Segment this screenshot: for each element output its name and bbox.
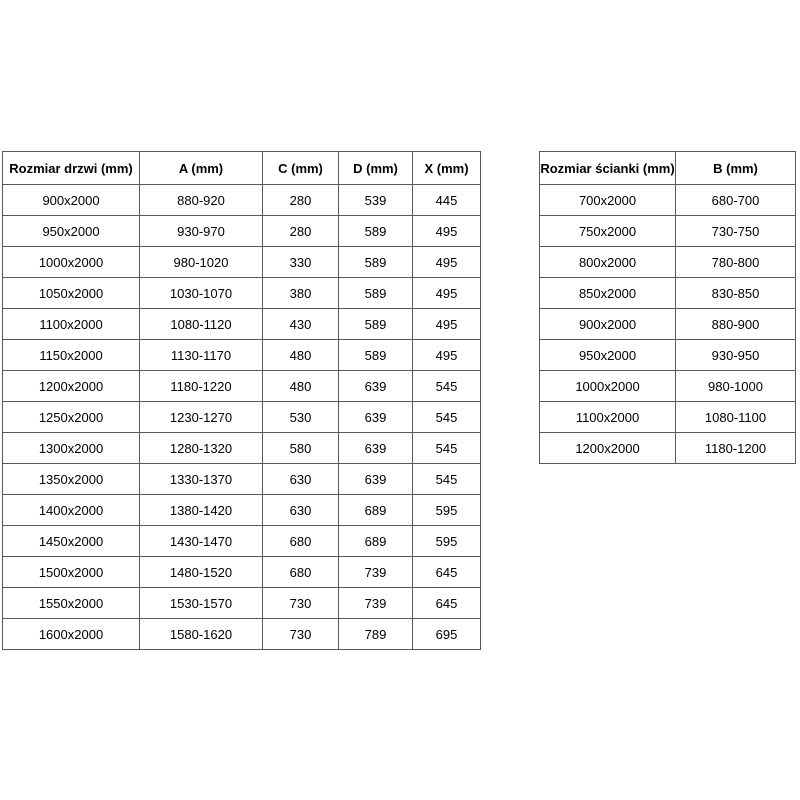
table-row bbox=[3, 371, 481, 402]
table-cell: 980-1000 bbox=[676, 371, 796, 402]
table-row bbox=[3, 247, 481, 278]
table-cell: 850x2000 bbox=[540, 278, 676, 309]
table-row bbox=[3, 309, 481, 340]
table-cell: 700x2000 bbox=[540, 185, 676, 216]
table-cell: 530 bbox=[263, 402, 339, 433]
column-header: C (mm) bbox=[263, 152, 339, 185]
table-cell: 539 bbox=[339, 185, 413, 216]
table-cell: 730-750 bbox=[676, 216, 796, 247]
wall-table-body bbox=[540, 185, 796, 464]
table-row bbox=[540, 278, 796, 309]
table-cell: 480 bbox=[263, 371, 339, 402]
table-cell: 595 bbox=[413, 495, 481, 526]
table-cell: 630 bbox=[263, 464, 339, 495]
wall-table-header bbox=[540, 152, 796, 185]
table-row bbox=[540, 433, 796, 464]
table-cell: 1330-1370 bbox=[140, 464, 263, 495]
table-cell: 645 bbox=[413, 557, 481, 588]
table-cell: 630 bbox=[263, 495, 339, 526]
table-cell: 980-1020 bbox=[140, 247, 263, 278]
table-cell: 739 bbox=[339, 557, 413, 588]
table-row bbox=[540, 340, 796, 371]
table-cell: 1230-1270 bbox=[140, 402, 263, 433]
table-row bbox=[3, 216, 481, 247]
table-cell: 545 bbox=[413, 402, 481, 433]
table-cell: 1280-1320 bbox=[140, 433, 263, 464]
door-table-body bbox=[3, 185, 481, 650]
table-cell: 1080-1100 bbox=[676, 402, 796, 433]
column-header: B (mm) bbox=[676, 152, 796, 185]
table-cell: 495 bbox=[413, 340, 481, 371]
table-cell: 680 bbox=[263, 557, 339, 588]
table-cell: 1600x2000 bbox=[3, 619, 140, 650]
table-cell: 1580-1620 bbox=[140, 619, 263, 650]
table-cell: 739 bbox=[339, 588, 413, 619]
table-cell: 1380-1420 bbox=[140, 495, 263, 526]
table-cell: 495 bbox=[413, 247, 481, 278]
table-cell: 1500x2000 bbox=[3, 557, 140, 588]
table-row bbox=[3, 526, 481, 557]
table-cell: 1550x2000 bbox=[3, 588, 140, 619]
table-row bbox=[540, 371, 796, 402]
table-cell: 1000x2000 bbox=[540, 371, 676, 402]
table-cell: 639 bbox=[339, 371, 413, 402]
table-cell: 639 bbox=[339, 402, 413, 433]
table-cell: 1250x2000 bbox=[3, 402, 140, 433]
table-cell: 589 bbox=[339, 340, 413, 371]
table-cell: 1450x2000 bbox=[3, 526, 140, 557]
table-cell: 495 bbox=[413, 278, 481, 309]
table-cell: 1050x2000 bbox=[3, 278, 140, 309]
table-row bbox=[3, 464, 481, 495]
table-cell: 1180-1200 bbox=[676, 433, 796, 464]
table-cell: 730 bbox=[263, 619, 339, 650]
column-header: D (mm) bbox=[339, 152, 413, 185]
table-row bbox=[3, 557, 481, 588]
table-cell: 789 bbox=[339, 619, 413, 650]
table-cell: 645 bbox=[413, 588, 481, 619]
table-row bbox=[540, 216, 796, 247]
table-cell: 1000x2000 bbox=[3, 247, 140, 278]
door-table-header bbox=[3, 152, 481, 185]
table-cell: 880-900 bbox=[676, 309, 796, 340]
table-cell: 950x2000 bbox=[540, 340, 676, 371]
table-cell: 595 bbox=[413, 526, 481, 557]
table-row bbox=[540, 185, 796, 216]
table-cell: 900x2000 bbox=[3, 185, 140, 216]
door-dimensions-table bbox=[2, 151, 481, 650]
table-cell: 589 bbox=[339, 247, 413, 278]
column-header: X (mm) bbox=[413, 152, 481, 185]
table-cell: 1350x2000 bbox=[3, 464, 140, 495]
table-cell: 1100x2000 bbox=[3, 309, 140, 340]
table-row bbox=[540, 402, 796, 433]
table-cell: 430 bbox=[263, 309, 339, 340]
table-cell: 639 bbox=[339, 464, 413, 495]
table-row bbox=[3, 433, 481, 464]
table-cell: 900x2000 bbox=[540, 309, 676, 340]
table-cell: 580 bbox=[263, 433, 339, 464]
wall-panel-dimensions-table bbox=[539, 151, 796, 464]
column-header: Rozmiar drzwi (mm) bbox=[3, 152, 140, 185]
table-cell: 545 bbox=[413, 433, 481, 464]
table-cell: 1080-1120 bbox=[140, 309, 263, 340]
table-cell: 1480-1520 bbox=[140, 557, 263, 588]
table-row bbox=[3, 340, 481, 371]
table-cell: 689 bbox=[339, 526, 413, 557]
table-cell: 495 bbox=[413, 216, 481, 247]
table-cell: 639 bbox=[339, 433, 413, 464]
table-row bbox=[3, 278, 481, 309]
table-cell: 589 bbox=[339, 216, 413, 247]
table-cell: 1200x2000 bbox=[3, 371, 140, 402]
table-cell: 950x2000 bbox=[3, 216, 140, 247]
table-cell: 445 bbox=[413, 185, 481, 216]
table-cell: 880-920 bbox=[140, 185, 263, 216]
table-cell: 730 bbox=[263, 588, 339, 619]
table-cell: 830-850 bbox=[676, 278, 796, 309]
table-cell: 695 bbox=[413, 619, 481, 650]
table-cell: 589 bbox=[339, 278, 413, 309]
table-row bbox=[3, 185, 481, 216]
table-cell: 750x2000 bbox=[540, 216, 676, 247]
table-cell: 1530-1570 bbox=[140, 588, 263, 619]
table-row bbox=[3, 588, 481, 619]
table-cell: 1400x2000 bbox=[3, 495, 140, 526]
table-cell: 280 bbox=[263, 185, 339, 216]
table-row bbox=[3, 402, 481, 433]
column-header: A (mm) bbox=[140, 152, 263, 185]
table-cell: 680-700 bbox=[676, 185, 796, 216]
table-cell: 495 bbox=[413, 309, 481, 340]
table-row bbox=[540, 309, 796, 340]
table-cell: 1300x2000 bbox=[3, 433, 140, 464]
table-cell: 1130-1170 bbox=[140, 340, 263, 371]
table-row bbox=[3, 619, 481, 650]
table-cell: 1150x2000 bbox=[3, 340, 140, 371]
table-cell: 1100x2000 bbox=[540, 402, 676, 433]
table-cell: 680 bbox=[263, 526, 339, 557]
table-cell: 930-970 bbox=[140, 216, 263, 247]
table-cell: 545 bbox=[413, 371, 481, 402]
table-cell: 689 bbox=[339, 495, 413, 526]
table-cell: 1200x2000 bbox=[540, 433, 676, 464]
table-cell: 1180-1220 bbox=[140, 371, 263, 402]
table-cell: 800x2000 bbox=[540, 247, 676, 278]
table-cell: 589 bbox=[339, 309, 413, 340]
column-header: Rozmiar ścianki (mm) bbox=[540, 152, 676, 185]
table-cell: 480 bbox=[263, 340, 339, 371]
table-cell: 330 bbox=[263, 247, 339, 278]
table-cell: 780-800 bbox=[676, 247, 796, 278]
table-cell: 545 bbox=[413, 464, 481, 495]
table-cell: 280 bbox=[263, 216, 339, 247]
table-cell: 380 bbox=[263, 278, 339, 309]
table-cell: 1430-1470 bbox=[140, 526, 263, 557]
header-row bbox=[3, 152, 481, 185]
table-cell: 1030-1070 bbox=[140, 278, 263, 309]
table-row bbox=[3, 495, 481, 526]
header-row bbox=[540, 152, 796, 185]
table-row bbox=[540, 247, 796, 278]
table-cell: 930-950 bbox=[676, 340, 796, 371]
